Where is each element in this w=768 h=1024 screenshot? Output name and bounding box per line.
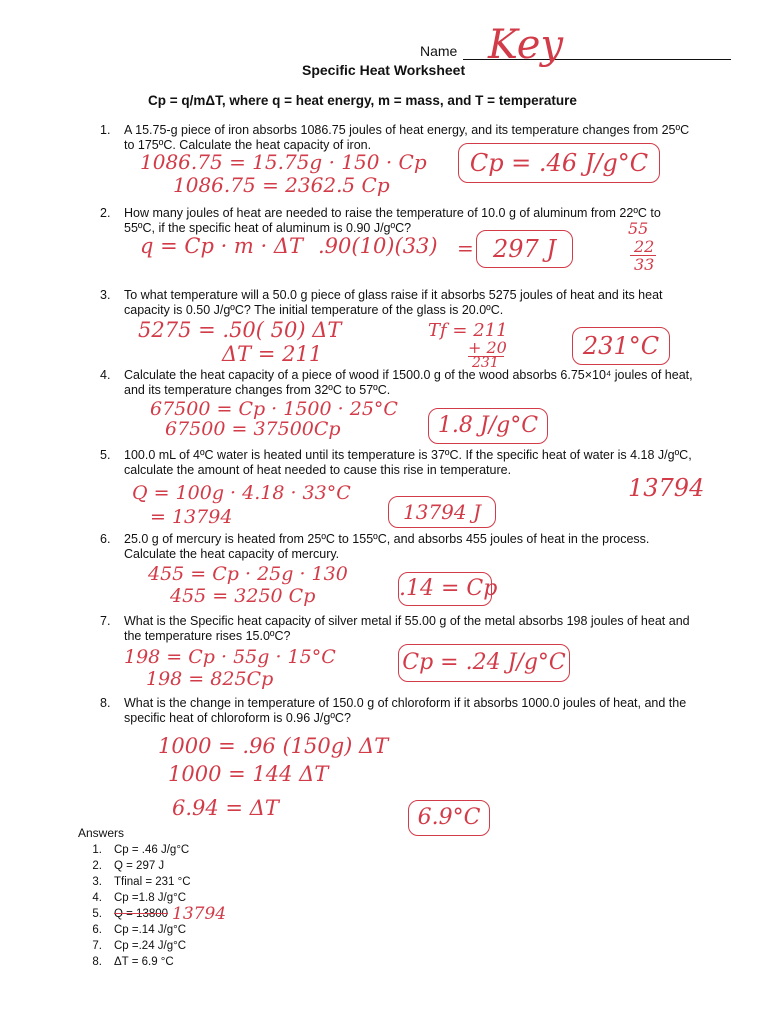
answer-item: 1. Cp = .46 J/g°C <box>92 844 190 856</box>
answer-box: 13794 J <box>388 496 496 528</box>
answer-box: 6.9°C <box>408 800 490 836</box>
answer-box: 297 J <box>476 230 573 268</box>
name-label: Name <box>420 43 458 59</box>
side-calc: + 20 <box>468 338 507 357</box>
work-line: 455 = Cp · 25g · 130 <box>148 563 348 585</box>
question-text: What is the Specific heat capacity of silver metal if 55.00 g of the metal absorbs 198 joules of heat and the temperature rises 15.0ºC? <box>124 614 690 643</box>
question-text: A 15.75-g piece of iron absorbs 1086.75 joules of heat energy, and its temperature changes from 25ºC to 175ºC. Calculate the heat capacity of iron. <box>124 123 690 152</box>
work-line: 5275 = .50( 50) ΔT <box>138 318 342 342</box>
work-line: = 13794 <box>150 506 233 528</box>
work-line: ΔT = 211 <box>222 342 323 366</box>
work-line: Q = 100g · 4.18 · 33°C <box>132 482 351 504</box>
answer-box: Cp = .24 J/g°C <box>398 644 570 682</box>
question-number: 4. <box>100 368 111 382</box>
work-line: 1086.75 = 15.75g · 150 · Cp <box>140 150 427 174</box>
work-line: 1000 = .96 (150g) ΔT <box>158 734 389 758</box>
answer-item: 8. ΔT = 6.9 °C <box>92 956 174 968</box>
answers-title: Answers <box>78 826 125 840</box>
side-calc: 55 <box>628 219 649 238</box>
work-line: 198 = Cp · 55g · 15°C <box>124 646 336 668</box>
name-value-handwritten: Key <box>488 22 564 68</box>
formula-line: Cp = q/mΔT, where q = heat energy, m = mass, and T = temperature <box>148 93 577 108</box>
side-calc: 13794 <box>628 474 705 502</box>
question-number: 6. <box>100 532 111 546</box>
side-calc: 231 <box>472 355 499 371</box>
answer-item: 7. Cp =.24 J/g°C <box>92 940 187 952</box>
side-calc: 33 <box>634 255 655 274</box>
question-text: 25.0 g of mercury is heated from 25ºC to 155ºC, and absorbs 455 joules of heat in the process. Calculate the heat capacity of mercury. <box>124 532 650 561</box>
question-text: To what temperature will a 50.0 g piece of glass raise if it absorbs 5275 joules of heat and its heat capacity is 0.50 J/gºC? The initial temperature of the glass is 20.0ºC. <box>124 288 663 317</box>
work-line: 6.94 = ΔT <box>172 796 279 820</box>
answer-box: 231°C <box>572 327 670 365</box>
work-line: 198 = 825Cp <box>146 668 274 690</box>
work-line: .90(10)(33) <box>318 234 438 258</box>
question-text: How many joules of heat are needed to raise the temperature of 10.0 g of aluminum from 22ºC to 55ºC, if the specific heat of aluminum is 0.90 J/gºC? <box>124 206 661 235</box>
answer-item: 6. Cp =.14 J/g°C <box>92 924 187 936</box>
answer-box: Cp = .46 J/g°C <box>458 143 660 183</box>
question-number: 8. <box>100 696 111 710</box>
question-text: Calculate the heat capacity of a piece of wood if 1500.0 g of the wood absorbs 6.75×10⁴ joules of heat, and its temperature changes from 32ºC to 57ºC. <box>124 368 693 397</box>
work-line: 1086.75 = 2362.5 Cp <box>173 173 390 197</box>
side-calc: Tf = 211 <box>428 320 508 341</box>
answer-item: 3. Tfinal = 231 °C <box>92 876 191 888</box>
work-line: 1000 = 144 ΔT <box>168 762 329 786</box>
work-line: 67500 = Cp · 1500 · 25°C <box>150 398 398 420</box>
answer-item: 4. Cp =1.8 J/g°C <box>92 892 187 904</box>
question-number: 7. <box>100 614 111 628</box>
question-text: What is the change in temperature of 150.0 g of chloroform if it absorbs 1000.0 joules of heat, and the specific heat of chloroform is 0.96 J/gºC? <box>124 696 687 725</box>
question-number: 1. <box>100 123 111 137</box>
answer-item: 2. Q = 297 J <box>92 860 165 872</box>
work-line: 455 = 3250 Cp <box>170 585 316 607</box>
work-line: = <box>457 236 474 260</box>
page-title: Specific Heat Worksheet <box>302 62 466 78</box>
side-calc: 22 <box>634 237 655 256</box>
answer-item: 5. Q = 13800 13794 <box>92 904 227 924</box>
work-line: q = Cp · m · ΔT <box>140 234 304 258</box>
answers-list <box>78 842 226 970</box>
question-number: 2. <box>100 206 111 220</box>
work-line: 67500 = 37500Cp <box>165 418 341 440</box>
answer-box: 1.8 J/g°C <box>428 408 548 444</box>
answer-box: .14 = Cp <box>398 572 492 606</box>
question-number: 5. <box>100 448 111 462</box>
answer-correction: 13794 <box>172 904 227 924</box>
question-number: 3. <box>100 288 111 302</box>
question-text: 100.0 mL of 4ºC water is heated until its temperature is 37ºC. If the specific heat of water is 4.18 J/gºC, calculate the amount of heat needed to cause this rise in temperature. <box>124 448 692 477</box>
